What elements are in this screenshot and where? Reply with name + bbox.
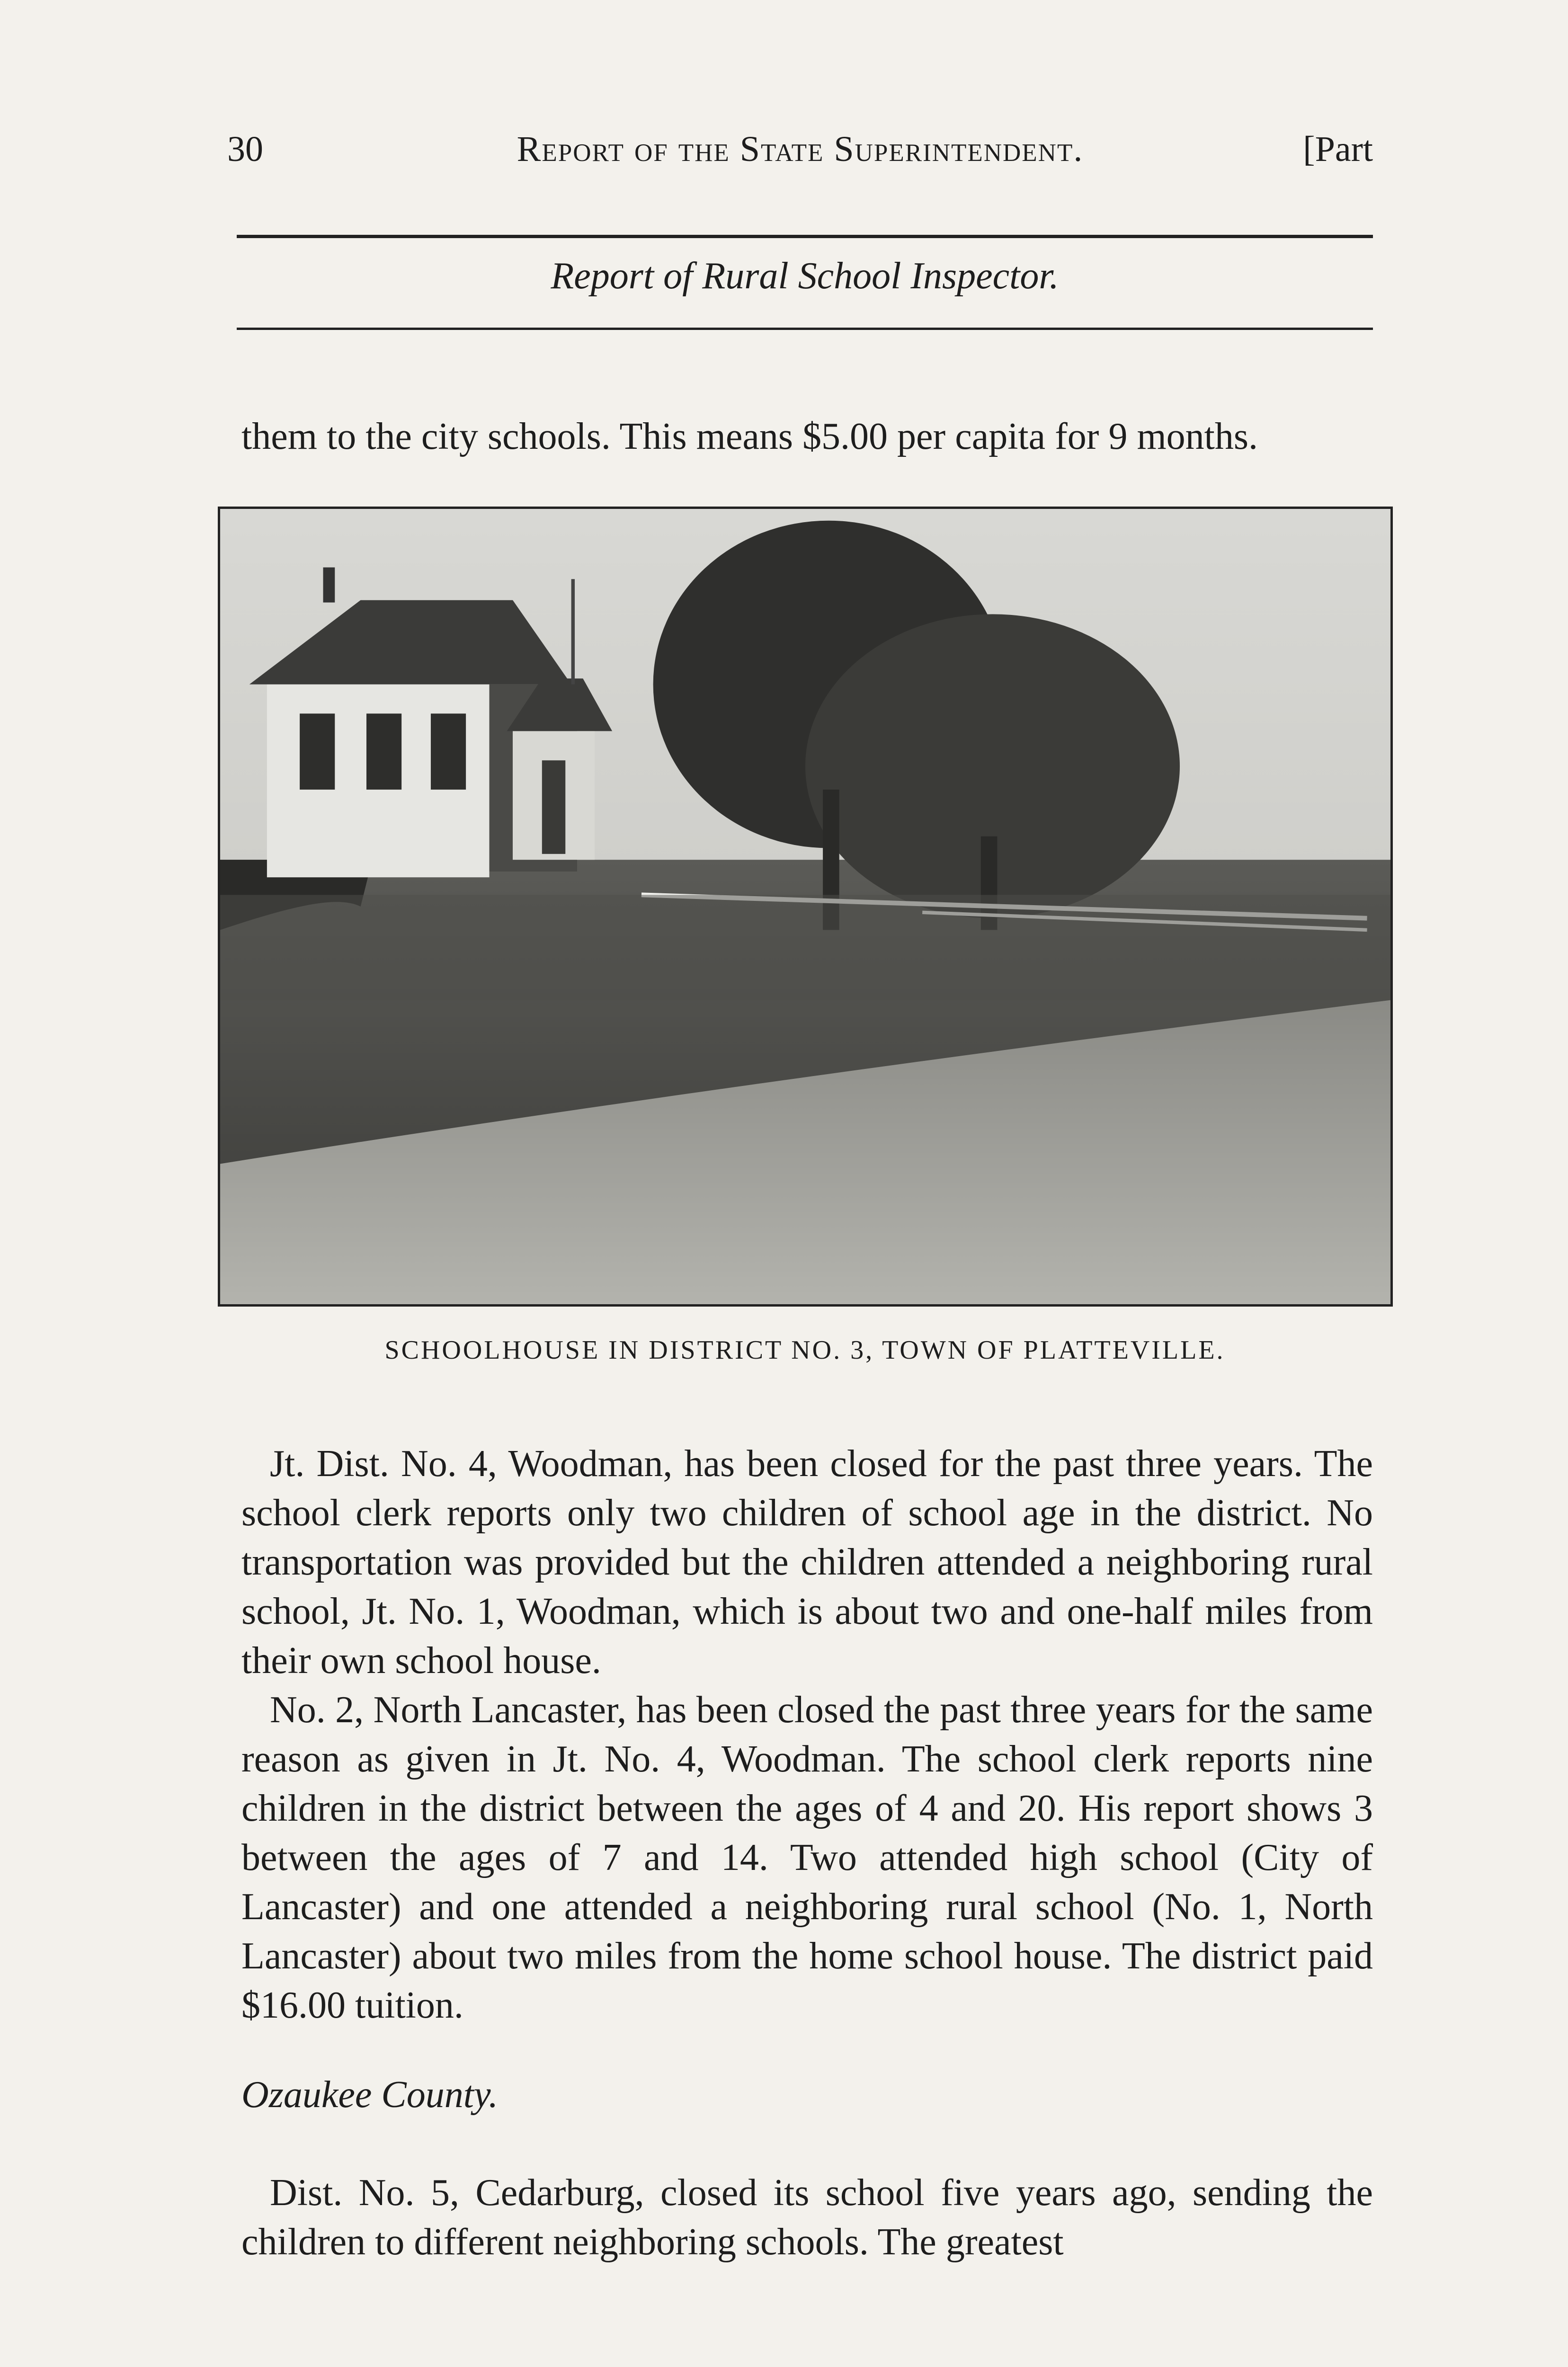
county-heading: Ozaukee County. xyxy=(241,2074,499,2116)
header-rule-bottom xyxy=(237,328,1373,330)
header-rule-top xyxy=(237,235,1373,238)
photo-caption: SCHOOLHOUSE IN DISTRICT NO. 3, TOWN OF PLATTEVILLE. xyxy=(384,1335,1225,1365)
running-title: Report of the State Superintendent. xyxy=(517,129,1084,169)
running-header xyxy=(227,129,1373,186)
photo-illustration xyxy=(220,509,1390,1304)
section-subheading: Report of Rural School Inspector. xyxy=(551,255,1059,297)
schoolhouse-photo xyxy=(218,507,1393,1307)
page-number: 30 xyxy=(227,129,263,169)
paragraph-cedarburg: Dist. No. 5, Cedarburg, closed its school five years ago, sending the children to different neighboring schools. The greatest xyxy=(241,2172,1373,2263)
paragraph-north-lancaster: No. 2, North Lancaster, has been closed the past three years for the same reason as given in Jt. No. 4, Woodman. The school clerk reports nine children in the district between the ages of 4 and 20. His report shows 3 between the ages of 7 and 14. Two attended high school (City of Lancaster) and one attended a neighboring rural school (No. 1, North Lancaster) about two miles from the home school house. The district paid $16.00 tuition. xyxy=(241,1689,1373,2026)
paragraph-woodman: Jt. Dist. No. 4, Woodman, has been closed for the past three years. The school clerk reports only two children of school age in the district. No transportation was provided but the children attended a neighboring rural school, Jt. No. 1, Woodman, which is about two and one-half miles from their own school house. xyxy=(241,1443,1373,1682)
part-marker: [Part xyxy=(1303,129,1373,169)
paragraph-intro: them to the city schools. This means $5.00 per capita for 9 months. xyxy=(241,416,1258,457)
